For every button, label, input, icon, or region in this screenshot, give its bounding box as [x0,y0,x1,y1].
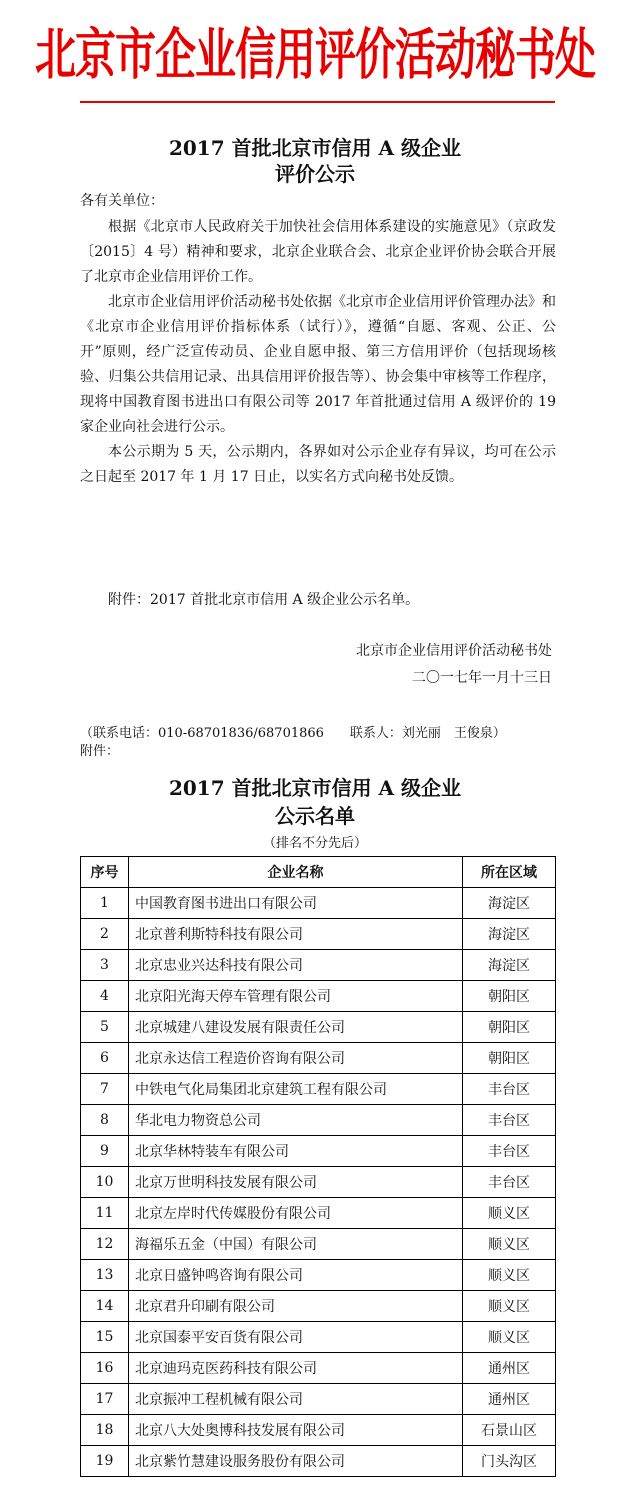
table-row [81,1074,556,1105]
attachment-note: 附件：2017 首批北京市信用 A 级企业公示名单。 [108,592,420,608]
list-title-line2: 公示名单 [275,804,355,828]
company-name: 北京普利斯特科技有限公司 [129,919,463,950]
district: 丰台区 [463,1074,556,1105]
paragraph-process: 北京市企业信用评价活动秘书处依据《北京市企业信用评价管理办法》和《北京市企业信用评价指标体系（试行）》，遵循“自愿、客观、公正、公开”原则，经广泛宣传动员、企业自愿申报、第三方信用评价（包括现场核验、归集公共信用记录、出具信用评价报告等）、协会集中审核等工作程序，现将中国教育图书进出口有限公司等 2017 年首批通过信用 A 级评价的 19 家企业向社会进行公示。 [80,294,556,435]
row-number: 5 [81,1012,129,1043]
row-number: 7 [81,1074,129,1105]
company-name: 北京国泰平安百货有限公司 [129,1322,463,1353]
company-name: 北京君升印刷有限公司 [129,1291,463,1322]
row-number: 14 [81,1291,129,1322]
table-row [81,950,556,981]
notice-title-line1: 2017 首批北京市信用 A 级企业 [168,136,462,160]
row-number: 9 [81,1136,129,1167]
table-row [81,1260,556,1291]
company-name: 北京迪玛克医药科技有限公司 [129,1353,463,1384]
row-number: 12 [81,1229,129,1260]
district: 丰台区 [463,1105,556,1136]
district: 海淀区 [463,919,556,950]
district: 丰台区 [463,1167,556,1198]
row-number: 3 [81,950,129,981]
company-name: 海福乐五金（中国）有限公司 [129,1229,463,1260]
row-number: 6 [81,1043,129,1074]
district: 朝阳区 [463,1012,556,1043]
table-row [81,1415,556,1446]
notice-body [80,215,556,490]
table-header-row [81,857,556,888]
table-row [81,1291,556,1322]
company-name: 北京忠业兴达科技有限公司 [129,950,463,981]
company-name: 北京城建八建设发展有限责任公司 [129,1012,463,1043]
table-row [81,1384,556,1415]
district: 海淀区 [463,888,556,919]
row-number: 10 [81,1167,129,1198]
salutation: 各有关单位： [80,193,164,209]
company-name: 北京八大处奥博科技发展有限公司 [129,1415,463,1446]
table-row [81,1167,556,1198]
paragraph-period: 本公示期为 5 天，公示期内，各界如对公示企业存有异议，均可在公示之日起至 2017 年 1 月 17 日止，以实名方式向秘书处反馈。 [80,444,556,485]
row-number: 18 [81,1415,129,1446]
district: 石景山区 [463,1415,556,1446]
row-number: 16 [81,1353,129,1384]
district: 朝阳区 [463,1043,556,1074]
table-row [81,919,556,950]
company-name: 北京阳光海天停车管理有限公司 [129,981,463,1012]
attachment-label: 附件： [80,744,120,759]
contact-info: （联系电话：010-68701836/68701866 联系人：刘光丽 王俊泉） [80,726,506,741]
district: 顺义区 [463,1291,556,1322]
company-name: 中铁电气化局集团北京建筑工程有限公司 [129,1074,463,1105]
signature: 北京市企业信用评价活动秘书处 [356,643,552,659]
district: 通州区 [463,1384,556,1415]
table-row [81,888,556,919]
list-subtitle: （排名不分先后） [262,836,367,851]
company-name: 中国教育图书进出口有限公司 [129,888,463,919]
table-row [81,1136,556,1167]
company-name: 北京紫竹慧建设服务股份有限公司 [129,1446,463,1477]
district: 海淀区 [463,950,556,981]
table-row [81,1353,556,1384]
table-row [81,1105,556,1136]
district: 顺义区 [463,1322,556,1353]
company-table [80,856,556,1477]
issue-date: 二〇一七年一月十三日 [412,670,552,686]
row-number: 13 [81,1260,129,1291]
company-name: 北京左岸时代传媒股份有限公司 [129,1198,463,1229]
notice-title-line2: 评价公示 [275,162,355,186]
table-row [81,1446,556,1477]
table-row [81,1229,556,1260]
masthead-divider [80,101,555,103]
company-name: 北京永达信工程造价咨询有限公司 [129,1043,463,1074]
company-name: 华北电力物资总公司 [129,1105,463,1136]
district: 门头沟区 [463,1446,556,1477]
table-row [81,981,556,1012]
district: 朝阳区 [463,981,556,1012]
row-number: 4 [81,981,129,1012]
row-number: 1 [81,888,129,919]
row-number: 15 [81,1322,129,1353]
row-number: 8 [81,1105,129,1136]
company-name: 北京万世明科技发展有限公司 [129,1167,463,1198]
district: 通州区 [463,1353,556,1384]
row-number: 11 [81,1198,129,1229]
table-row [81,1198,556,1229]
row-number: 2 [81,919,129,950]
company-name: 北京日盛钟鸣咨询有限公司 [129,1260,463,1291]
district: 丰台区 [463,1136,556,1167]
header-district: 所在区域 [463,857,556,888]
district: 顺义区 [463,1198,556,1229]
district: 顺义区 [463,1260,556,1291]
table-row [81,1043,556,1074]
masthead-title: 北京市企业信用评价活动秘书处 [35,22,595,87]
list-title-line1: 2017 首批北京市信用 A 级企业 [168,776,462,800]
row-number: 19 [81,1446,129,1477]
header-company: 企业名称 [129,857,463,888]
table-row [81,1012,556,1043]
row-number: 17 [81,1384,129,1415]
company-name: 北京振冲工程机械有限公司 [129,1384,463,1415]
company-name: 北京华林特装车有限公司 [129,1136,463,1167]
paragraph-basis: 根据《北京市人民政府关于加快社会信用体系建设的实施意见》（京政发〔2015〕4 号）精神和要求，北京企业联合会、北京企业评价协会联合开展了北京市企业信用评价工作。 [80,219,556,285]
header-number: 序号 [81,857,129,888]
district: 顺义区 [463,1229,556,1260]
table-row [81,1322,556,1353]
